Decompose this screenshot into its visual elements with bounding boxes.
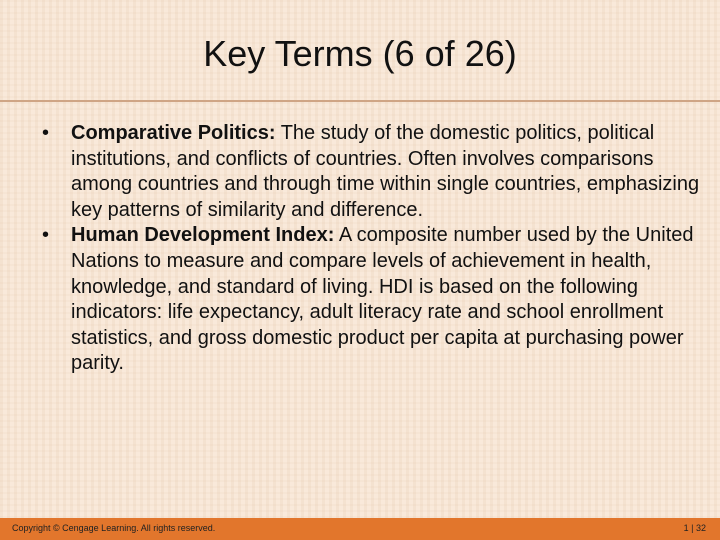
term-label: Comparative Politics: [71,122,276,144]
bullet-item-human-development-index [42,223,702,377]
term-definition: A composite number used by the United Nations to measure and compare levels of achievement in health, knowledge, and standard of living. HDI is based on the following indicators: life expectancy, adult literacy rate and school enrollment statistics, and gross domestic product per capita at purchasing power parity. [71,224,694,375]
term-definition: The study of the domestic politics, political institutions, and conflicts of countries. Often involves comparisons among countries and through time within single countries, emphasizing key patterns of similarity and difference. [71,122,700,221]
copyright-text: Copyright © Cengage Learning. All rights reserved. [12,523,216,533]
title-divider [0,100,720,102]
slide-title: Key Terms (6 of 26) [203,33,517,74]
slide-content [42,121,702,377]
bullet-item-comparative-politics [42,121,702,223]
bullet-dot: • [42,122,50,144]
bullet-dot: • [42,224,50,247]
term-label: Human Development Index: [71,224,335,247]
page-number: 1 | 32 [683,523,706,533]
